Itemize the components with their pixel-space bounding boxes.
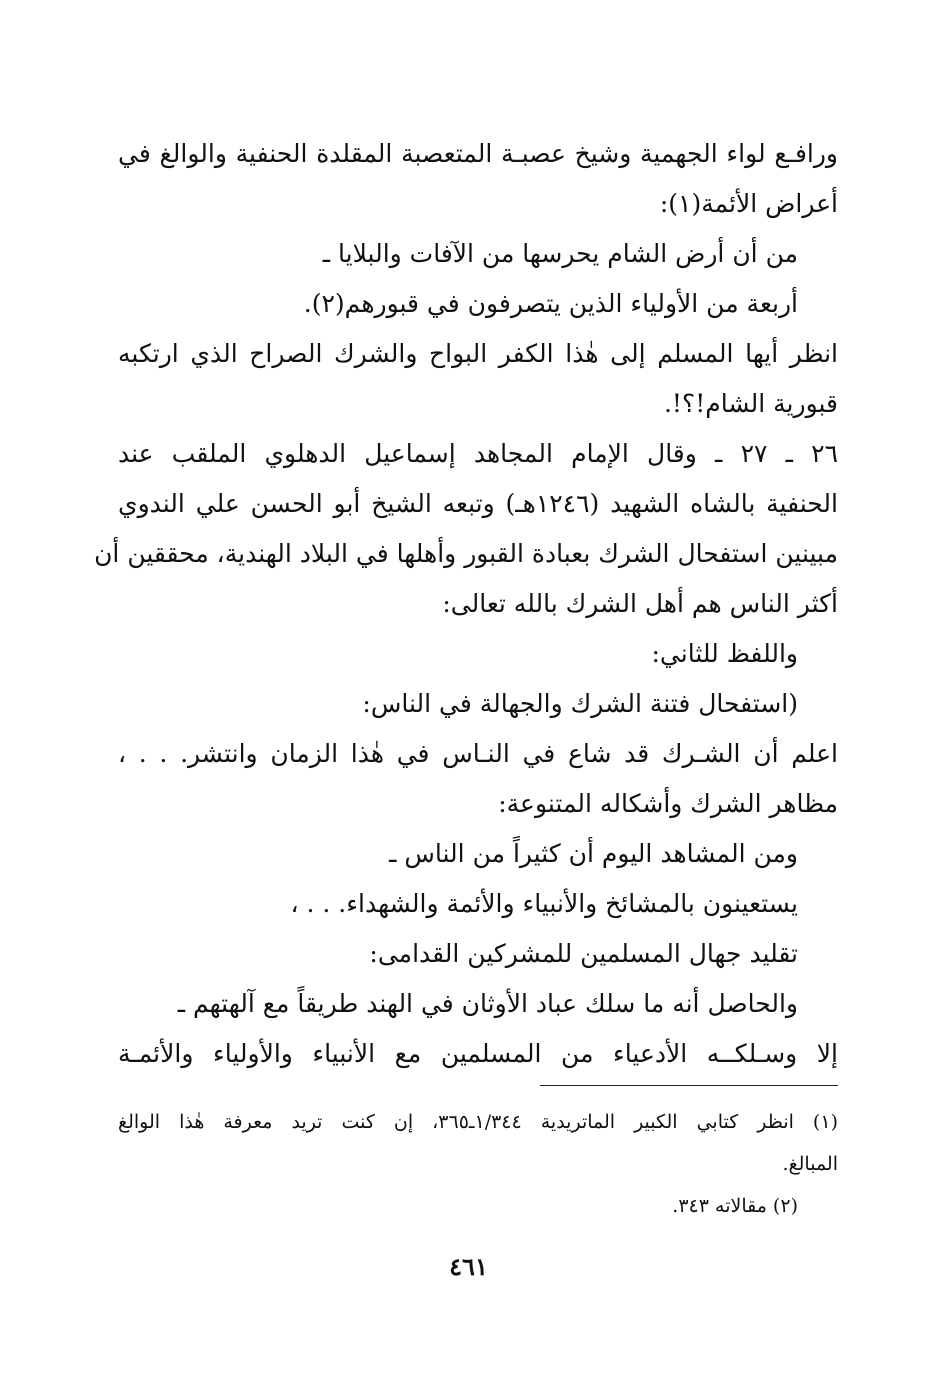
page-number: ٤٦١ [449,1252,488,1281]
body-line-5: انظر أيها المسلم إلى هٰذا الكفر البواح والشرك الصراح الذي ارتكبه [118,339,838,368]
body-line-17: تقليد جهال المسلمين للمشركين القدامى: [369,939,798,968]
body-line-2: أعراض الأئمة(١): [659,189,838,218]
body-line-3: من أن أرض الشام يحرسها من الآفات والبلايا ـ [322,239,798,268]
footnote-1: (١) انظر كتابي الكبير الماتريدية ١/٣٤٤ـ٣٦٥، إن كنت تريد معرفة هٰذا الوالغ [118,1111,838,1133]
footnote-1-continuation: المبالغ. [782,1153,838,1175]
body-line-19: إلا وسـلكــه الأدعياء من المسلمين مع الأنبياء والأولياء والأئمـة [118,1039,838,1068]
body-line-18: والحاصل أنه ما سلك عباد الأوثان في الهند طريقاً مع آلهتهم ـ [177,989,798,1018]
footnote-2: (٢) مقالاته ٣٤٣. [672,1195,798,1217]
body-line-1: ورافـع لواء الجهمية وشيخ عصبـة المتعصبة المقلدة الحنفية والوالغ في [118,139,838,168]
body-line-16: يستعينون بالمشائخ والأنبياء والأئمة والشهداء. . . ، [290,889,798,918]
body-line-4: أربعة من الأولياء الذين يتصرفون في قبورهم(٢). [303,289,798,318]
footnote-separator [540,1085,838,1086]
body-line-6: قبورية الشام!؟!. [663,389,838,418]
body-line-15: ومن المشاهد اليوم أن كثيراً من الناس ـ [389,839,798,868]
body-line-11: واللفظ للثاني: [651,639,798,668]
body-line-7: ٢٦ ـ ٢٧ ـ وقال الإمام المجاهد إسماعيل الدهلوي الملقب عند [118,439,839,468]
body-line-13: اعلم أن الشـرك قد شاع في النـاس في هٰذا الزمان وانتشر. . . ، [118,739,838,768]
body-line-9: مبينين استفحال الشرك بعبادة القبور وأهلها في البلاد الهندية، محققين أن [94,539,838,568]
footnotes-area [94,0,838,1373]
body-line-12: (استفحال فتنة الشرك والجهالة في الناس: [362,689,798,718]
body-line-10: أكثر الناس هم أهل الشرك بالله تعالى: [442,589,838,618]
body-line-8: الحنفية بالشاه الشهيد (١٢٤٦هـ) وتبعه الشيخ أبو الحسن علي الندوي [118,489,838,518]
body-line-14: مظاهر الشرك وأشكاله المتنوعة: [498,789,838,818]
